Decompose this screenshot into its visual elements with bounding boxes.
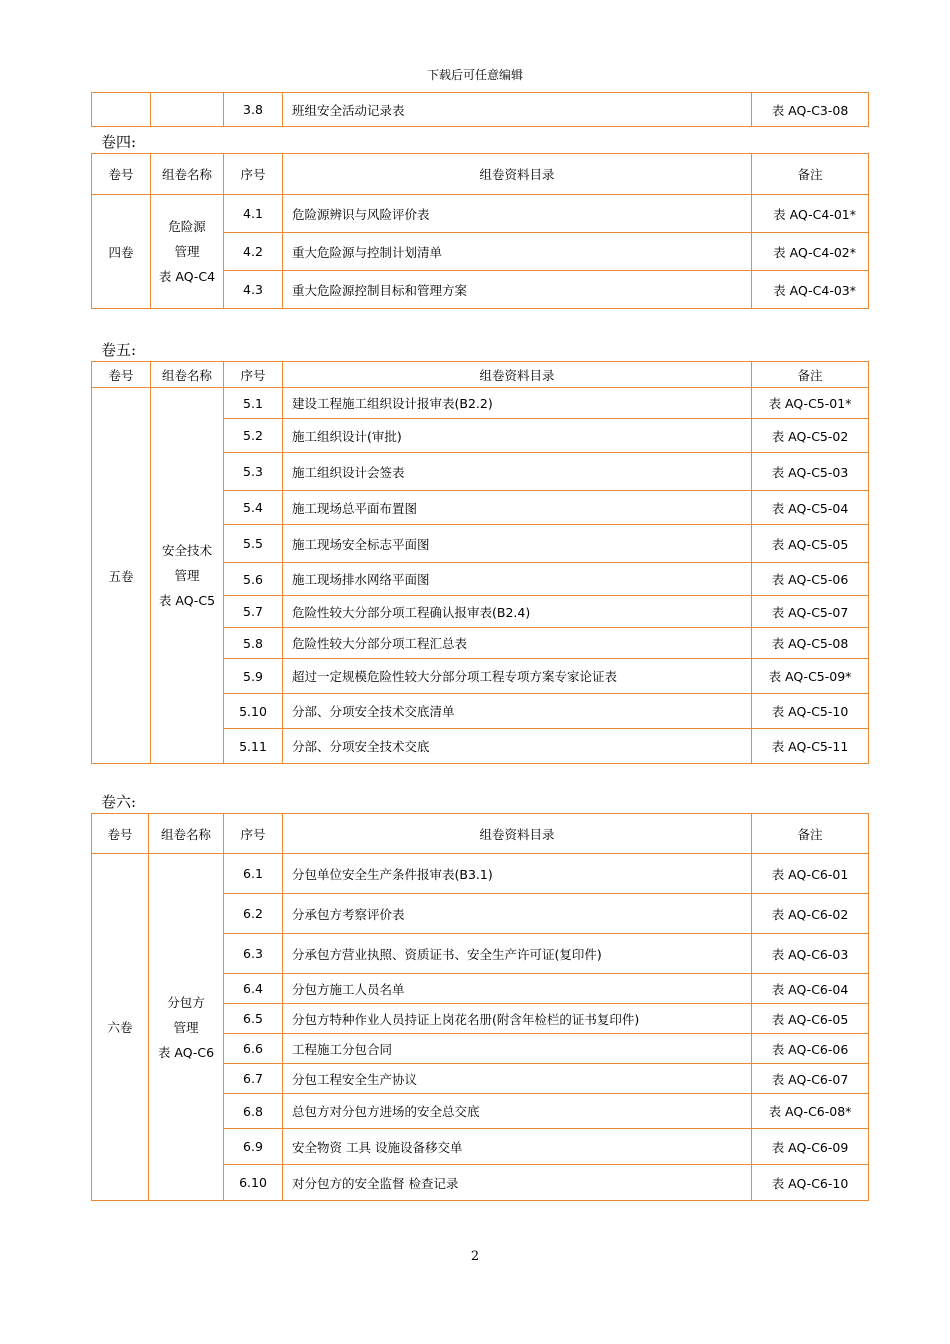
note-cell: 表 AQ-C5-08 xyxy=(752,628,869,659)
note-cell: 表 AQ-C4-01* xyxy=(752,195,869,233)
name-line: 管理 xyxy=(174,568,200,583)
note-cell: 表 AQ-C5-01* xyxy=(752,388,869,419)
item-cell: 建设工程施工组织设计报审表(B2.2) xyxy=(283,388,752,419)
item-cell: 重大危险源与控制计划清单 xyxy=(283,233,752,271)
seq-cell: 6.10 xyxy=(224,1165,283,1201)
item-cell: 分包单位安全生产条件报审表(B3.1) xyxy=(283,854,752,894)
item-cell: 分包方特种作业人员持证上岗花名册(附含年检栏的证书复印件) xyxy=(283,1004,752,1034)
note-cell: 表 AQ-C6-02 xyxy=(752,894,869,934)
volume-table-4 xyxy=(91,153,869,309)
seq-cell: 4.1 xyxy=(224,195,283,233)
name-cell xyxy=(151,388,224,764)
seq-cell: 4.2 xyxy=(224,233,283,271)
note-cell: 表 AQ-C6-05 xyxy=(752,1004,869,1034)
col-header-name: 组卷名称 xyxy=(149,814,224,854)
carry-over-table xyxy=(91,92,869,127)
item-cell: 班组安全活动记录表 xyxy=(283,93,752,127)
note-cell: 表 AQ-C6-10 xyxy=(752,1165,869,1201)
name-line: 分包方 xyxy=(167,994,205,1010)
name-line: 危险源 xyxy=(168,219,206,234)
seq-cell: 5.1 xyxy=(224,388,283,419)
note-cell: 表 AQ-C6-04 xyxy=(752,974,869,1004)
vol-cell: 五卷 xyxy=(92,388,151,764)
note-cell: 表 AQ-C5-11 xyxy=(752,729,869,764)
page-header: 下载后可任意编辑 xyxy=(426,68,523,82)
volume-title-6: 卷六: xyxy=(101,793,137,811)
col-header-seq: 序号 xyxy=(224,154,283,195)
seq-cell: 6.8 xyxy=(224,1094,283,1129)
table-row xyxy=(92,93,869,127)
item-cell: 对分包方的安全监督 检查记录 xyxy=(283,1165,752,1201)
col-header-name: 组卷名称 xyxy=(151,154,224,195)
item-cell: 工程施工分包合同 xyxy=(283,1034,752,1064)
name-cell xyxy=(151,93,224,127)
note-cell: 表 AQ-C5-06 xyxy=(752,563,869,596)
name-cell xyxy=(151,195,224,309)
name-cell xyxy=(149,854,224,1201)
col-header-note: 备注 xyxy=(752,814,869,854)
item-cell: 危险性较大分部分项工程汇总表 xyxy=(283,628,752,659)
note-cell: 表 AQ-C5-02 xyxy=(752,419,869,453)
seq-cell: 6.6 xyxy=(224,1034,283,1064)
item-cell: 危险源辨识与风险评价表 xyxy=(283,195,752,233)
item-cell: 施工组织设计(审批) xyxy=(283,419,752,453)
item-cell: 安全物资 工具 设施设备移交单 xyxy=(283,1129,752,1165)
col-header-vol: 卷号 xyxy=(92,814,149,854)
name-line: 表 AQ-C5 xyxy=(158,593,216,608)
name-line: 表 AQ-C6 xyxy=(157,1044,215,1060)
item-cell: 施工组织设计会签表 xyxy=(283,453,752,491)
seq-cell: 6.7 xyxy=(224,1064,283,1094)
seq-cell: 5.8 xyxy=(224,628,283,659)
seq-cell: 6.2 xyxy=(224,894,283,934)
item-cell: 总包方对分包方进场的安全总交底 xyxy=(283,1094,752,1129)
seq-cell: 6.4 xyxy=(224,974,283,1004)
note-cell: 表 AQ-C5-09* xyxy=(752,659,869,694)
col-header-seq: 序号 xyxy=(224,814,283,854)
item-cell: 施工现场排水网络平面图 xyxy=(283,563,752,596)
vol-cell: 六卷 xyxy=(92,854,149,1201)
note-cell: 表 AQ-C3-08 xyxy=(752,93,869,127)
name-line: 管理 xyxy=(173,1019,199,1035)
col-header-note: 备注 xyxy=(752,154,869,195)
col-header-note: 备注 xyxy=(752,362,869,388)
col-header-name: 组卷名称 xyxy=(151,362,224,388)
col-header-item: 组卷资料目录 xyxy=(283,362,752,388)
item-cell: 分包工程安全生产协议 xyxy=(283,1064,752,1094)
note-cell: 表 AQ-C4-03* xyxy=(752,271,869,309)
seq-cell: 5.6 xyxy=(224,563,283,596)
col-header-vol: 卷号 xyxy=(92,362,151,388)
note-cell: 表 AQ-C6-07 xyxy=(752,1064,869,1094)
table-header-row xyxy=(92,814,869,854)
item-cell: 分部、分项安全技术交底清单 xyxy=(283,694,752,729)
col-header-seq: 序号 xyxy=(224,362,283,388)
seq-cell: 5.10 xyxy=(224,694,283,729)
volume-table-6 xyxy=(91,813,869,1201)
name-line: 安全技术 xyxy=(161,543,212,558)
seq-cell: 5.11 xyxy=(224,729,283,764)
item-cell: 重大危险源控制目标和管理方案 xyxy=(283,271,752,309)
seq-cell: 6.1 xyxy=(224,854,283,894)
seq-cell: 6.9 xyxy=(224,1129,283,1165)
table-header-row xyxy=(92,362,869,388)
note-cell: 表 AQ-C5-03 xyxy=(752,453,869,491)
item-cell: 分部、分项安全技术交底 xyxy=(283,729,752,764)
item-cell: 分包方施工人员名单 xyxy=(283,974,752,1004)
table-header-row xyxy=(92,154,869,195)
page-number: 2 xyxy=(470,1249,480,1264)
seq-cell: 5.9 xyxy=(224,659,283,694)
seq-cell: 5.3 xyxy=(224,453,283,491)
note-cell: 表 AQ-C5-04 xyxy=(752,491,869,525)
col-header-item: 组卷资料目录 xyxy=(283,154,752,195)
note-cell: 表 AQ-C6-01 xyxy=(752,854,869,894)
note-cell: 表 AQ-C6-03 xyxy=(752,934,869,974)
item-cell: 超过一定规模危险性较大分部分项工程专项方案专家论证表 xyxy=(283,659,752,694)
item-cell: 施工现场总平面布置图 xyxy=(283,491,752,525)
seq-cell: 6.3 xyxy=(224,934,283,974)
col-header-vol: 卷号 xyxy=(92,154,151,195)
name-line: 管理 xyxy=(174,244,200,259)
table-row xyxy=(92,195,869,233)
note-cell: 表 AQ-C6-08* xyxy=(752,1094,869,1129)
volume-table-5 xyxy=(91,361,869,764)
vol-cell xyxy=(92,93,151,127)
seq-cell: 5.5 xyxy=(224,525,283,563)
seq-cell: 6.5 xyxy=(224,1004,283,1034)
seq-cell: 5.4 xyxy=(224,491,283,525)
name-line: 表 AQ-C4 xyxy=(158,269,216,284)
seq-cell: 5.7 xyxy=(224,596,283,628)
note-cell: 表 AQ-C5-07 xyxy=(752,596,869,628)
volume-title-5: 卷五: xyxy=(101,341,137,359)
note-cell: 表 AQ-C6-06 xyxy=(752,1034,869,1064)
seq-cell: 4.3 xyxy=(224,271,283,309)
note-cell: 表 AQ-C5-05 xyxy=(752,525,869,563)
item-cell: 施工现场安全标志平面图 xyxy=(283,525,752,563)
table-row xyxy=(92,388,869,419)
item-cell: 危险性较大分部分项工程确认报审表(B2.4) xyxy=(283,596,752,628)
volume-title-4: 卷四: xyxy=(101,133,137,151)
seq-cell: 3.8 xyxy=(224,93,283,127)
vol-cell: 四卷 xyxy=(92,195,151,309)
item-cell: 分承包方考察评价表 xyxy=(283,894,752,934)
note-cell: 表 AQ-C4-02* xyxy=(752,233,869,271)
note-cell: 表 AQ-C6-09 xyxy=(752,1129,869,1165)
note-cell: 表 AQ-C5-10 xyxy=(752,694,869,729)
item-cell: 分承包方营业执照、资质证书、安全生产许可证(复印件) xyxy=(283,934,752,974)
table-row xyxy=(92,854,869,894)
col-header-item: 组卷资料目录 xyxy=(283,814,752,854)
seq-cell: 5.2 xyxy=(224,419,283,453)
